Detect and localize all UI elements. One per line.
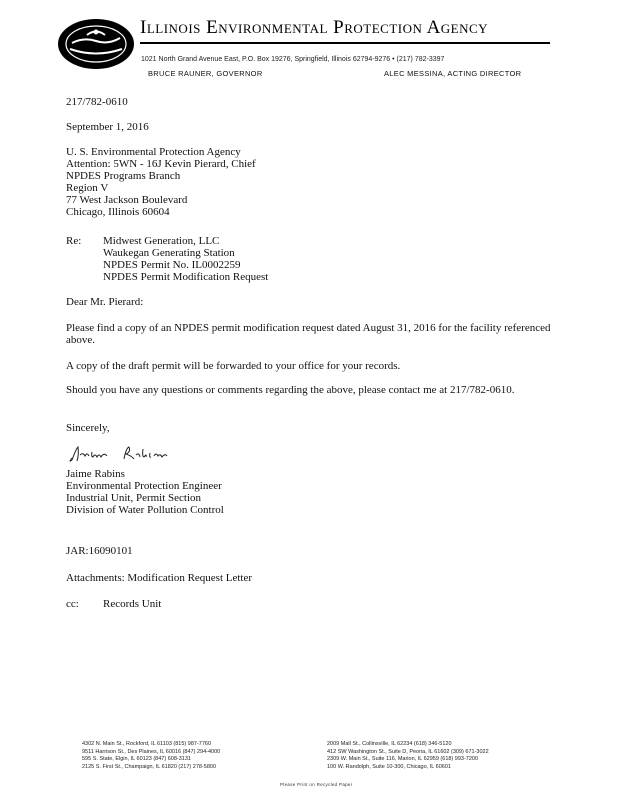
- letter-date: September 1, 2016: [66, 121, 149, 133]
- recipient-address: [66, 146, 256, 218]
- signer-name: Jaime Rabins: [66, 468, 125, 480]
- office-address: 2009 Mall St., Collinsville, IL 62234 (618) 346-5120: [327, 741, 452, 747]
- recipient-line: Chicago, Illinois 60604: [66, 206, 170, 218]
- subject-line: NPDES Permit No. IL0002259: [103, 259, 241, 271]
- recipient-line: NPDES Programs Branch: [66, 170, 181, 182]
- subject-block: [103, 235, 268, 283]
- recipient-line: 77 West Jackson Boulevard: [66, 194, 188, 206]
- closing: Sincerely,: [66, 422, 110, 434]
- recipient-line: U. S. Environmental Protection Agency: [66, 146, 241, 158]
- signer-unit: Industrial Unit, Permit Section: [66, 492, 202, 504]
- office-address: 100 W. Randolph, Suite 10-300, Chicago, IL 60601: [327, 763, 451, 770]
- attachments-line: Attachments: Modification Request Letter: [66, 572, 253, 584]
- recipient-line: Attention: 5WN - 16J Kevin Pierard, Chief: [66, 158, 256, 170]
- agency-seal-logo: [57, 18, 135, 70]
- agency-address: 1021 North Grand Avenue East, P.O. Box 19276, Springfield, Illinois 62794-9276 • (217) 782-3397: [141, 56, 445, 63]
- body-paragraph: Should you have any questions or comments regarding the above, please contact me at 217/782-0610.: [66, 384, 515, 396]
- director-name: ALEC MESSINA, ACTING DIRECTOR: [384, 69, 522, 78]
- handwritten-signature: [66, 443, 186, 465]
- signer-block: [66, 468, 224, 516]
- signer-title: Environmental Protection Engineer: [66, 480, 222, 492]
- reference-code: JAR:16090101: [66, 545, 133, 557]
- subject-line: NPDES Permit Modification Request: [103, 271, 269, 283]
- office-address: 595 S. State, Elgin, IL 60123 (847) 608-3131: [82, 756, 191, 762]
- body-paragraph: Please find a copy of an NPDES permit modification request dated August 31, 2016 for the facility referenced above.: [66, 322, 551, 346]
- signer-division: Division of Water Pollution Control: [66, 504, 224, 516]
- phone-reference: 217/782-0610: [66, 96, 128, 108]
- salutation: Dear Mr. Pierard:: [66, 296, 144, 308]
- recipient-line: Region V: [66, 182, 109, 194]
- cc-label: cc:: [66, 598, 79, 610]
- office-address: 9511 Harrison St., Des Plaines, IL 60016 (847) 294-4000: [82, 748, 221, 755]
- regional-offices-left: [82, 741, 220, 771]
- letterhead-rule: [140, 42, 550, 44]
- cc-recipient: Records Unit: [103, 598, 162, 610]
- re-label: Re:: [66, 235, 82, 247]
- office-address: 4302 N. Main St., Rockford, IL 61103 (815) 987-7760: [82, 741, 212, 747]
- office-address: 2125 S. First St., Champaign, IL 61820 (217) 278-5800: [82, 763, 217, 770]
- agency-name: Illinois Environmental Protection Agency: [140, 17, 489, 38]
- subject-line: Waukegan Generating Station: [103, 247, 235, 259]
- body-paragraph: A copy of the draft permit will be forwarded to your office for your records.: [66, 360, 401, 372]
- subject-line: Midwest Generation, LLC: [103, 235, 220, 247]
- office-address: 412 SW Washington St., Suite D, Peoria, IL 61602 (309) 671-3022: [327, 748, 489, 755]
- recycled-paper-note: Please Print on Recycled Paper: [280, 782, 353, 787]
- governor-name: BRUCE RAUNER, GOVERNOR: [148, 69, 263, 78]
- office-address: 2309 W. Main St., Suite 116, Marion, IL 62959 (618) 993-7200: [327, 756, 479, 762]
- regional-offices-right: [327, 741, 489, 771]
